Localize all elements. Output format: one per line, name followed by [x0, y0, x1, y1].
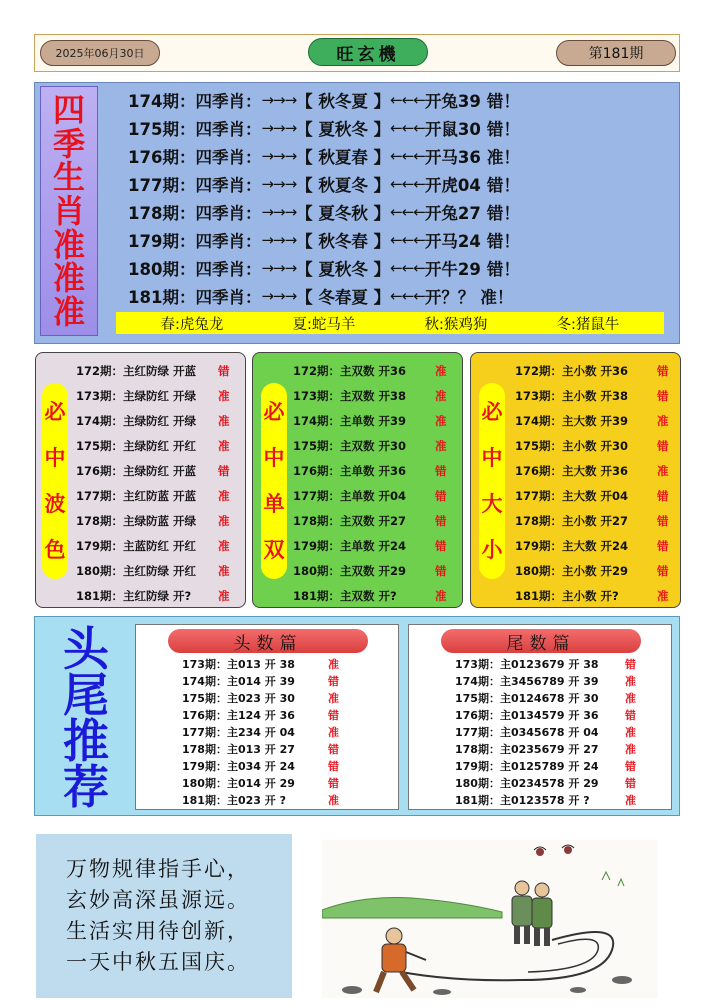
season-row-pick: 【 秋夏冬 】: [296, 176, 391, 195]
label-char: 中: [481, 445, 503, 470]
bigsmall-row-result: 错: [657, 564, 669, 578]
season-winter: 冬:猪鼠牛: [556, 316, 620, 333]
season-row-period: 175期：: [128, 120, 196, 139]
season-row-arrow-left: →→→: [261, 259, 297, 277]
season-row-open: 开牛29: [424, 260, 481, 279]
season-row-arrow-left: →→→: [261, 91, 297, 109]
oddeven-row-result: 错: [435, 539, 447, 553]
season-row-pick: 【 秋夏春 】: [296, 148, 391, 167]
bigsmall-row: [515, 511, 669, 531]
big-small-label: [479, 383, 505, 579]
label-char: 小: [481, 537, 503, 562]
wave-row-result: 错: [218, 464, 230, 478]
tail-row-result: 错: [625, 776, 636, 790]
season-row-pick: 【 冬春夏 】: [296, 288, 391, 307]
wave-row-text: 173期：主绿防红 开绿: [76, 389, 197, 403]
season-row-pick: 【 秋冬夏 】: [296, 92, 391, 111]
head-row-result: 错: [328, 674, 339, 688]
poem-line: 生活实用待创新，: [66, 919, 250, 943]
head-row: [182, 791, 339, 808]
season-autumn: 秋:猴鸡狗: [424, 316, 488, 333]
wave-row-result: 准: [218, 564, 230, 578]
label-char: 准: [52, 225, 85, 264]
tail-number-panel: [408, 624, 672, 810]
season-row-arrow-right: ←←←: [390, 175, 425, 193]
bigsmall-row-result: 准: [657, 589, 669, 603]
oddeven-row-text: 173期：主双数 开38: [293, 389, 407, 403]
oddeven-row-text: 176期：主单数 开36: [293, 464, 407, 478]
oddeven-row: [293, 386, 447, 406]
season-row-period: 177期：: [128, 176, 196, 195]
odd-even-label: [261, 383, 287, 579]
tail-row-text: 176期：主0134579 开 36: [455, 708, 599, 722]
big-small-box: [470, 352, 681, 608]
season-row-label: 四季肖：: [195, 92, 262, 111]
tail-row-result: 错: [625, 657, 636, 671]
label-char: 必: [481, 399, 503, 424]
head-row: [182, 655, 339, 672]
illustration-drawing: [322, 840, 658, 998]
season-row-label: 四季肖：: [195, 148, 262, 167]
bigsmall-row: [515, 561, 669, 581]
head-tail-title: [44, 622, 128, 814]
bigsmall-row-text: 172期：主小数 开36: [515, 364, 629, 378]
bigsmall-row-text: 178期：主小数 开27: [515, 514, 629, 528]
label-char: 中: [44, 445, 66, 470]
bigsmall-row: [515, 386, 669, 406]
season-row-arrow-right: ←←←: [390, 119, 425, 137]
season-row-arrow-right: ←←←: [390, 91, 425, 109]
season-row: [128, 116, 648, 140]
tail-row-result: 准: [625, 725, 636, 739]
head-row-result: 错: [328, 759, 339, 773]
tail-number-title: 尾数篇: [441, 629, 641, 653]
tail-row-text: 175期：主0124678 开 30: [455, 691, 599, 705]
label-char: 准: [52, 293, 85, 332]
oddeven-row-text: 180期：主双数 开29: [293, 564, 407, 578]
season-row-arrow-right: ←←←: [390, 259, 425, 277]
wave-row: [76, 561, 230, 581]
wave-row-text: 178期：主绿防蓝 开绿: [76, 514, 197, 528]
season-row-pick: 【 夏秋冬 】: [296, 260, 391, 279]
page-title: 旺玄機: [308, 38, 428, 66]
head-number-title: 头数篇: [168, 629, 368, 653]
head-row-text: 177期：主234 开 04: [182, 725, 295, 739]
bigsmall-row-result: 错: [657, 364, 669, 378]
season-row-arrow-left: →→→: [261, 119, 297, 137]
head-row-result: 准: [328, 657, 339, 671]
season-row-arrow-right: ←←←: [390, 287, 425, 305]
illustration: [322, 840, 658, 998]
season-row-period: 180期：: [128, 260, 196, 279]
head-row-text: 173期：主013 开 38: [182, 657, 295, 671]
tail-row-result: 准: [625, 691, 636, 705]
oddeven-row-result: 准: [435, 414, 447, 428]
bigsmall-row-text: 173期：主小数 开38: [515, 389, 629, 403]
season-row-result: 准！: [480, 288, 514, 307]
bigsmall-row-result: 错: [657, 514, 669, 528]
season-row-label: 四季肖：: [195, 176, 262, 195]
label-char: 生: [52, 158, 85, 197]
season-row: [128, 88, 648, 112]
label-char: 肖: [52, 191, 85, 230]
tail-row-text: 177期：主0345678 开 04: [455, 725, 599, 739]
oddeven-row-result: 错: [435, 564, 447, 578]
label-char: 准: [52, 259, 85, 298]
season-row-arrow-right: ←←←: [390, 231, 425, 249]
tail-row: [455, 672, 636, 689]
tail-row: [455, 757, 636, 774]
wave-row: [76, 411, 230, 431]
label-char: 大: [481, 491, 503, 516]
wave-row: [76, 536, 230, 556]
season-row-period: 181期：: [128, 288, 196, 307]
season-row-open: 开虎04: [424, 176, 481, 195]
oddeven-row-result: 准: [435, 389, 447, 403]
head-row-result: 准: [328, 725, 339, 739]
oddeven-row-text: 175期：主双数 开30: [293, 439, 407, 453]
head-row-text: 180期：主014 开 29: [182, 776, 295, 790]
season-row-open: 开？？: [424, 288, 475, 307]
label-char: 必: [44, 399, 66, 424]
season-row: [128, 172, 648, 196]
bigsmall-row-result: 准: [657, 414, 669, 428]
title-char: 头: [63, 622, 109, 676]
season-row-label: 四季肖：: [195, 120, 262, 139]
oddeven-row-result: 准: [435, 439, 447, 453]
label-char: 色: [44, 537, 66, 562]
season-row-result: 错！: [486, 176, 520, 195]
tail-row-text: 180期：主0234578 开 29: [455, 776, 599, 790]
bigsmall-row-text: 175期：主小数 开30: [515, 439, 629, 453]
oddeven-row: [293, 486, 447, 506]
tail-row-text: 181期：主0123578 开 ?: [455, 793, 590, 807]
wave-color-label: [42, 383, 68, 579]
oddeven-row-text: 174期：主单数 开39: [293, 414, 407, 428]
head-row-result: 错: [328, 708, 339, 722]
season-row-pick: 【 夏冬秋 】: [296, 204, 391, 223]
head-row-result: 错: [328, 776, 339, 790]
oddeven-row-text: 177期：主单数 开04: [293, 489, 407, 503]
bigsmall-row-text: 174期：主大数 开39: [515, 414, 629, 428]
season-row-result: 错！: [486, 260, 520, 279]
season-row: [128, 228, 648, 252]
tail-row: [455, 655, 636, 672]
title-char: 尾: [63, 668, 109, 722]
label-char: 季: [52, 124, 85, 163]
wave-row: [76, 486, 230, 506]
title-char: 荐: [63, 760, 109, 814]
bigsmall-row: [515, 411, 669, 431]
oddeven-row-result: 准: [435, 589, 447, 603]
oddeven-row-text: 181期：主双数 开?: [293, 589, 397, 603]
season-row-label: 四季肖：: [195, 232, 262, 251]
season-row: [128, 200, 648, 224]
head-row-text: 176期：主124 开 36: [182, 708, 295, 722]
wave-row-text: 177期：主红防蓝 开蓝: [76, 489, 197, 503]
tail-row-result: 错: [625, 759, 636, 773]
wave-row-result: 错: [218, 364, 230, 378]
season-row-result: 错！: [486, 120, 520, 139]
head-row: [182, 740, 339, 757]
poem-line: 一天中秋五国庆。: [66, 950, 250, 974]
head-row-text: 178期：主013 开 27: [182, 742, 295, 756]
tail-row-result: 准: [625, 674, 636, 688]
bigsmall-row-text: 181期：主小数 开?: [515, 589, 619, 603]
oddeven-row: [293, 511, 447, 531]
poem-line: 玄妙高深虽源远。: [66, 888, 250, 912]
tail-row-result: 准: [625, 742, 636, 756]
season-row-open: 开鼠30: [424, 120, 481, 139]
season-row-arrow-left: →→→: [261, 287, 297, 305]
bigsmall-row: [515, 586, 669, 606]
season-summer: 夏:蛇马羊: [292, 316, 356, 333]
bigsmall-row-result: 准: [657, 464, 669, 478]
tail-row: [455, 689, 636, 706]
season-spring: 春:虎兔龙: [160, 316, 224, 333]
head-row-result: 错: [328, 742, 339, 756]
oddeven-row: [293, 461, 447, 481]
oddeven-row-text: 178期：主双数 开27: [293, 514, 407, 528]
head-row: [182, 672, 339, 689]
oddeven-row-result: 错: [435, 464, 447, 478]
tail-row: [455, 723, 636, 740]
season-row-label: 四季肖：: [195, 260, 262, 279]
tail-row: [455, 774, 636, 791]
head-row-text: 175期：主023 开 30: [182, 691, 295, 705]
tail-row-result: 错: [625, 708, 636, 722]
oddeven-row: [293, 411, 447, 431]
oddeven-row-result: 准: [435, 364, 447, 378]
season-row-arrow-left: →→→: [261, 175, 297, 193]
label-char: 中: [263, 445, 285, 470]
season-row-result: 错！: [486, 92, 520, 111]
oddeven-row: [293, 586, 447, 606]
wave-color-box: [35, 352, 246, 608]
tail-row: [455, 740, 636, 757]
wave-row-result: 准: [218, 414, 230, 428]
bigsmall-row-result: 错: [657, 389, 669, 403]
label-char: 双: [263, 537, 285, 562]
wave-row-text: 176期：主绿防红 开蓝: [76, 464, 197, 478]
season-row-period: 178期：: [128, 204, 196, 223]
head-row-result: 准: [328, 691, 339, 705]
bigsmall-row-text: 180期：主小数 开29: [515, 564, 629, 578]
bigsmall-row-result: 错: [657, 489, 669, 503]
wave-row-result: 准: [218, 589, 230, 603]
wave-row-result: 准: [218, 389, 230, 403]
season-legend: [116, 312, 664, 334]
season-row-period: 176期：: [128, 148, 196, 167]
wave-row-text: 172期：主红防绿 开蓝: [76, 364, 197, 378]
wave-row: [76, 511, 230, 531]
label-char: 单: [263, 491, 285, 516]
wave-row: [76, 586, 230, 606]
tail-row: [455, 706, 636, 723]
bigsmall-row-result: 错: [657, 439, 669, 453]
bigsmall-row: [515, 536, 669, 556]
wave-row-text: 174期：主绿防红 开绿: [76, 414, 197, 428]
poem-box: [36, 834, 292, 998]
bigsmall-row: [515, 436, 669, 456]
season-row-arrow-right: ←←←: [390, 203, 425, 221]
season-row: [128, 284, 648, 308]
season-section-label: [40, 86, 98, 336]
head-row: [182, 706, 339, 723]
label-char: 四: [52, 90, 85, 129]
head-row-result: 准: [328, 793, 339, 807]
season-row-arrow-left: →→→: [261, 203, 297, 221]
bigsmall-row-text: 176期：主大数 开36: [515, 464, 629, 478]
head-row: [182, 757, 339, 774]
oddeven-row-result: 错: [435, 489, 447, 503]
oddeven-row-text: 179期：主单数 开24: [293, 539, 407, 553]
bigsmall-row: [515, 361, 669, 381]
season-row-result: 准！: [486, 148, 520, 167]
season-row: [128, 256, 648, 280]
tail-row-text: 173期：主0123679 开 38: [455, 657, 599, 671]
season-row-open: 开马36: [424, 148, 481, 167]
season-row: [128, 144, 648, 168]
bigsmall-row: [515, 486, 669, 506]
oddeven-row-text: 172期：主双数 开36: [293, 364, 407, 378]
bigsmall-row-text: 177期：主大数 开04: [515, 489, 629, 503]
wave-row: [76, 436, 230, 456]
odd-even-box: [252, 352, 463, 608]
tail-row-text: 178期：主0235679 开 27: [455, 742, 599, 756]
season-row-arrow-left: →→→: [261, 147, 297, 165]
wave-row-result: 准: [218, 539, 230, 553]
head-row-text: 181期：主023 开 ?: [182, 793, 286, 807]
season-row-label: 四季肖：: [195, 288, 262, 307]
season-row-pick: 【 夏秋冬 】: [296, 120, 391, 139]
oddeven-row: [293, 561, 447, 581]
issue-badge: 第181期: [556, 40, 676, 66]
season-row-open: 开马24: [424, 232, 481, 251]
season-row-pick: 【 秋冬春 】: [296, 232, 391, 251]
wave-row-result: 准: [218, 439, 230, 453]
label-char: 波: [44, 491, 66, 516]
oddeven-row: [293, 536, 447, 556]
wave-row-text: 179期：主蓝防红 开红: [76, 539, 197, 553]
season-row-label: 四季肖：: [195, 204, 262, 223]
wave-row-result: 准: [218, 514, 230, 528]
poem-line: 万物规律指手心，: [66, 857, 250, 881]
wave-row: [76, 361, 230, 381]
tail-row-result: 准: [625, 793, 636, 807]
wave-row-text: 181期：主红防绿 开?: [76, 589, 192, 603]
season-row-arrow-left: →→→: [261, 231, 297, 249]
label-char: 必: [263, 399, 285, 424]
head-row-text: 174期：主014 开 39: [182, 674, 295, 688]
season-row-arrow-right: ←←←: [390, 147, 425, 165]
head-row: [182, 723, 339, 740]
wave-row: [76, 386, 230, 406]
wave-row-text: 180期：主红防绿 开红: [76, 564, 197, 578]
head-number-panel: [135, 624, 399, 810]
bigsmall-row: [515, 461, 669, 481]
title-char: 推: [63, 714, 109, 768]
tail-row-text: 179期：主0125789 开 24: [455, 759, 599, 773]
tail-row: [455, 791, 636, 808]
season-row-result: 错！: [486, 232, 520, 251]
wave-row-result: 准: [218, 489, 230, 503]
head-row: [182, 689, 339, 706]
bigsmall-row-result: 错: [657, 539, 669, 553]
head-row-text: 179期：主034 开 24: [182, 759, 295, 773]
oddeven-row: [293, 436, 447, 456]
head-row: [182, 774, 339, 791]
oddeven-row: [293, 361, 447, 381]
tail-row-text: 174期：主3456789 开 39: [455, 674, 599, 688]
season-row-open: 开兔27: [424, 204, 481, 223]
wave-row-text: 175期：主绿防红 开红: [76, 439, 197, 453]
season-row-result: 错！: [486, 204, 520, 223]
wave-row: [76, 461, 230, 481]
season-row-period: 179期：: [128, 232, 196, 251]
oddeven-row-result: 错: [435, 514, 447, 528]
season-row-open: 开兔39: [424, 92, 481, 111]
date-badge: 2025年06月30日: [40, 40, 160, 66]
bigsmall-row-text: 179期：主大数 开24: [515, 539, 629, 553]
season-row-period: 174期：: [128, 92, 196, 111]
